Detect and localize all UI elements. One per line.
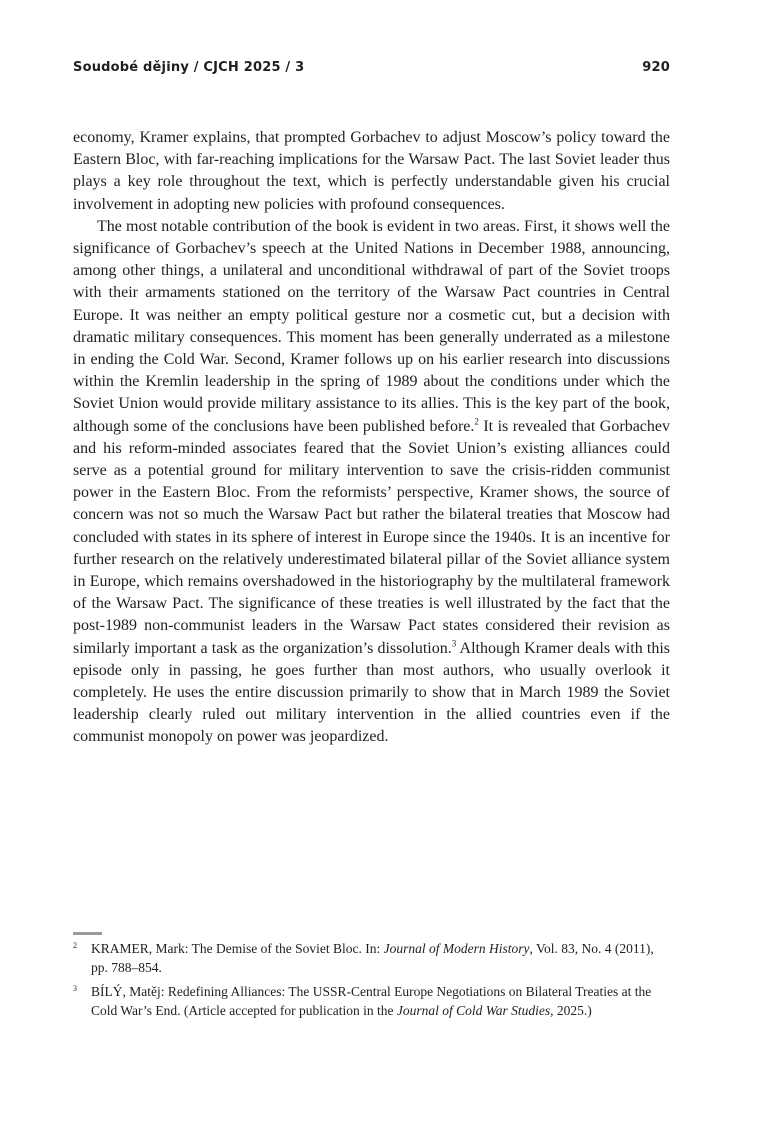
footnote-journal: Journal of Modern History bbox=[383, 941, 530, 956]
footnote-text-b: , Vol. 83, No. 4 (2011), pp. 788–854. bbox=[91, 941, 654, 975]
footnotes bbox=[73, 940, 670, 1026]
footnote-text-b: , 2025.) bbox=[550, 1002, 592, 1018]
journal-title: Soudobé dějiny / CJCH 2025 / 3 bbox=[73, 60, 305, 75]
paragraph-2-part-b: It is revealed that Gorbachev and his reform-minded associates feared that the Soviet Union’s existing alliances could serve as a potential ground for military intervention to save the crisis-ridden communist power in the Eastern Bloc. From the reformists’ perspective, Kramer shows, the source of concern was not so much the Warsaw Pact but rather the bilateral treaties that Moscow had concluded with states in its sphere of interest in Europe since the 1940s. It is an incentive for further research on the relatively underestimated bilateral pillar of the Soviet alliance system in Europe, which remains overshadowed in the historiography by the multilateral framework of the Warsaw Pact. The significance of these treaties is well illustrated by the fact that the post-1989 non-communist leaders in the Warsaw Pact states considered their revision as similarly important a task as the organization’s dissolution. bbox=[73, 417, 670, 657]
paragraph-1: economy, Kramer explains, that prompted Gorbachev to adjust Moscow’s policy toward the Eastern Bloc, with far-reaching implications for the Warsaw Pact. The last Soviet leader thus plays a key role throughout the text, which is perfectly understandable given his crucial involvement in adopting new policies with profound consequences. bbox=[73, 129, 670, 213]
footnote-2 bbox=[73, 940, 670, 977]
paragraph-2-part-a: The most notable contribution of the book is evident in two areas. First, it shows well the significance of Gorbachev’s speech at the United Nations in December 1988, announcing, among other things, a unilateral and unconditional withdrawal of part of the Soviet troops with their armaments stationed on the territory of the Warsaw Pact countries in Central Europe. It was neither an empty political gesture nor a cosmetic cut, but a decision with dramatic military consequences. This moment has been generally underrated as a milestone in ending the Cold War. Second, Kramer follows up on his earlier research into discussions within the Kremlin leadership in the spring of 1989 about the conditions under which the Soviet Union would provide military assistance to its allies. This is the key part of the book, although some of the conclusions have been published before. bbox=[73, 217, 670, 435]
footnote-text bbox=[91, 983, 670, 1020]
paragraph-2 bbox=[73, 216, 670, 749]
footnote-number: 2 bbox=[73, 941, 77, 950]
footnote-3 bbox=[73, 983, 670, 1020]
footnote-separator bbox=[73, 932, 102, 935]
footnote-text bbox=[91, 940, 670, 977]
running-header bbox=[73, 60, 670, 82]
footnote-ref-3[interactable]: 3 bbox=[451, 638, 457, 649]
footnote-text-a: KRAMER, Mark: The Demise of the Soviet Bloc. In: bbox=[91, 941, 384, 956]
paragraph-2-part-c: Although Kramer deals with this episode only in passing, he goes further than most authors, who usually overlook it completely. He uses the entire discussion primarily to show that in March 1989 the Soviet leadership clearly ruled out military intervention in the allied countries even if the communist monopoly on power was jeopardized. bbox=[73, 639, 670, 746]
article-body bbox=[73, 127, 670, 749]
footnote-journal: Journal of Cold War Studies bbox=[396, 1002, 551, 1018]
footnote-ref-2[interactable]: 2 bbox=[474, 416, 479, 427]
footnote-text-a: BÍLÝ, Matěj: Redefining Alliances: The USSR-Central Europe Negotiations on Bilateral Treaties at the Cold War’s End. (Article accepted for publication in the bbox=[91, 984, 652, 1018]
page-number: 920 bbox=[642, 60, 670, 75]
footnote-number: 3 bbox=[73, 984, 77, 994]
